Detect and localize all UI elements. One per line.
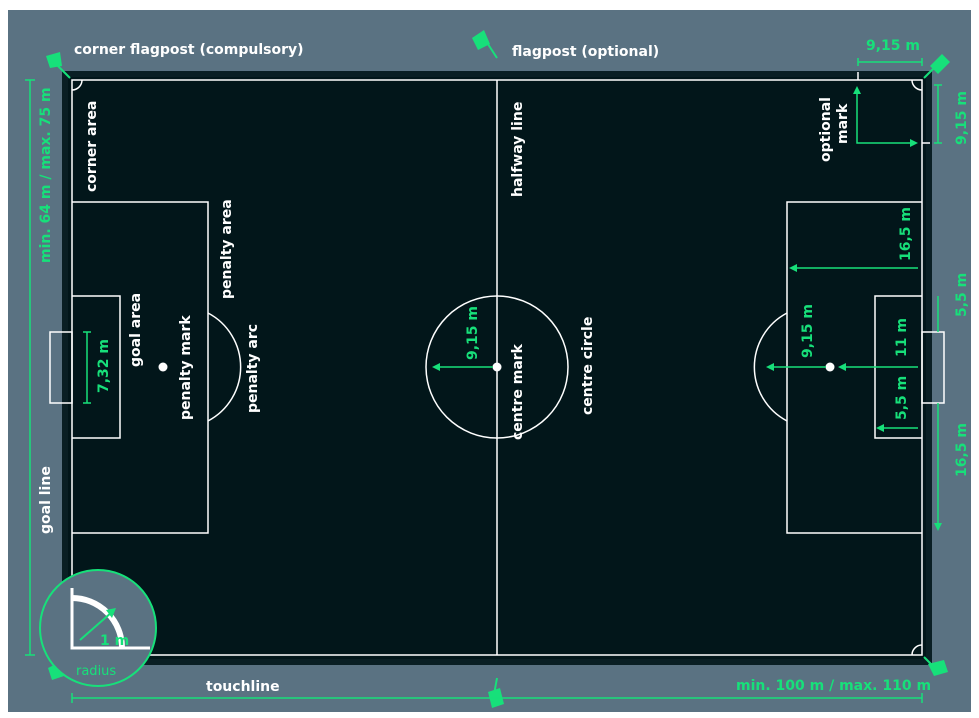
penalty-side-label: 16,5 m <box>954 422 970 477</box>
centre-circle-label: centre circle <box>580 316 596 415</box>
penalty-mark-distance-label: 11 m <box>894 318 910 357</box>
penalty-arc-radius-label: 9,15 m <box>800 303 816 358</box>
penalty-arc-label: penalty arc <box>245 323 261 413</box>
corner-area-label: corner area <box>84 100 100 192</box>
penalty-area-label: penalty area <box>219 199 235 299</box>
centre-mark <box>493 363 502 372</box>
corner-flagpost-label: corner flagpost (compulsory) <box>74 42 304 58</box>
goal-line-label: goal line <box>38 466 54 534</box>
optional-mark-label-1: optional <box>818 97 834 162</box>
top-mark-label: 9,15 m <box>866 38 921 54</box>
penalty-mark-label: penalty mark <box>178 315 194 420</box>
flagpost-optional-label: flagpost (optional) <box>512 44 660 60</box>
left-penalty-mark <box>159 363 168 372</box>
goal-area-side-label: 5,5 m <box>954 272 970 317</box>
radius-label: radius <box>76 664 117 679</box>
goal-area-label: goal area <box>128 292 144 367</box>
goal-area-depth-label: 5,5 m <box>894 375 910 420</box>
centre-mark-label: centre mark <box>510 344 526 440</box>
side-mark-label: 9,15 m <box>954 90 970 145</box>
corner-radius-label: 1 m <box>100 633 130 649</box>
touchline-label: touchline <box>206 679 280 695</box>
length-dimension-label: min. 100 m / max. 110 m <box>736 678 932 694</box>
right-penalty-mark <box>826 363 835 372</box>
penalty-depth-label: 16,5 m <box>898 206 914 261</box>
goal-width-label: 7,32 m <box>96 338 112 393</box>
halfway-line-label: halfway line <box>510 101 526 197</box>
centre-radius-label: 9,15 m <box>465 305 481 360</box>
width-dimension-label: min. 64 m / max. 75 m <box>38 87 54 263</box>
optional-mark-label-2: mark <box>835 103 851 144</box>
